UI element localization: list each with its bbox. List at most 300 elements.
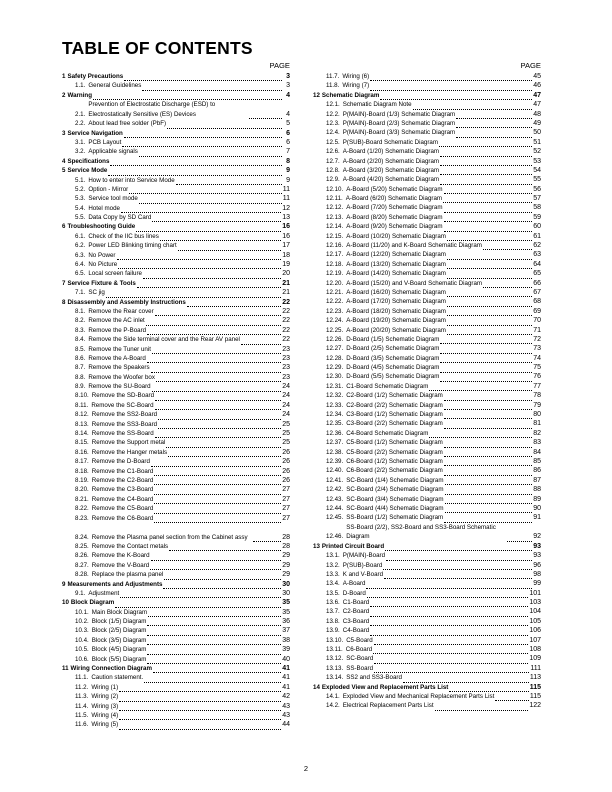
toc-subsection[interactable] xyxy=(313,354,541,363)
toc-entry-title: A-Board (15/20) and V-Board Schematic Diagram xyxy=(346,279,483,287)
toc-section[interactable] xyxy=(62,580,290,589)
dot-leader xyxy=(444,187,533,194)
toc-entry-title: Prevention of Electrostatic Discharge (ESD) to Electrostatically Sensitive (ES) Devices xyxy=(88,101,216,118)
toc-subsection[interactable] xyxy=(62,392,290,401)
toc-subsection[interactable] xyxy=(62,354,290,363)
toc-entry-number: 12.37. xyxy=(326,439,344,447)
dot-leader xyxy=(385,544,532,551)
toc-section[interactable] xyxy=(62,91,290,100)
toc-entry-title: A-Board (5/20) Schematic Diagram xyxy=(346,185,443,193)
toc-subsection[interactable] xyxy=(313,232,541,241)
toc-subsection[interactable] xyxy=(62,655,290,664)
toc-subsection[interactable] xyxy=(313,382,541,391)
toc-subsection[interactable] xyxy=(62,683,290,692)
dot-leader xyxy=(370,84,532,91)
dot-leader xyxy=(447,272,532,279)
toc-subsection[interactable] xyxy=(313,504,541,513)
toc-subsection[interactable] xyxy=(313,344,541,353)
toc-entry-number: 11 xyxy=(62,665,69,673)
toc-entry-number: 10.2. xyxy=(75,618,89,626)
toc-subsection[interactable] xyxy=(313,203,541,212)
toc-subsection[interactable] xyxy=(313,373,541,382)
dot-leader xyxy=(158,413,281,420)
toc-subsection[interactable] xyxy=(62,438,290,447)
toc-section[interactable] xyxy=(62,166,290,175)
toc-entry-title: SC-Board (4/4) Schematic Diagram xyxy=(346,504,444,512)
toc-entry-title: C1-Board xyxy=(342,599,370,607)
toc-subsection[interactable] xyxy=(62,448,290,457)
toc-entry-page: 29 xyxy=(282,571,290,579)
toc-entry-page: 25 xyxy=(282,439,290,447)
toc-subsection[interactable] xyxy=(313,297,541,306)
toc-entry-page: 92 xyxy=(533,533,541,541)
toc-subsection[interactable] xyxy=(62,711,290,720)
toc-entry-page: 50 xyxy=(533,129,541,137)
toc-entry-page: 25 xyxy=(282,430,290,438)
toc-entry-page: 108 xyxy=(529,646,541,654)
toc-subsection[interactable] xyxy=(313,457,541,466)
dot-leader xyxy=(444,422,532,429)
toc-section[interactable] xyxy=(313,542,541,551)
toc-entry-title: Remove the K-Board xyxy=(91,552,150,560)
toc-subsection[interactable] xyxy=(313,570,541,579)
toc-subsection[interactable] xyxy=(313,523,541,542)
toc-entry-number: 8.25. xyxy=(75,542,89,550)
toc-subsection[interactable] xyxy=(313,485,541,494)
toc-subsection[interactable] xyxy=(62,410,290,419)
dot-leader xyxy=(380,93,532,100)
toc-section[interactable] xyxy=(62,664,290,673)
toc-subsection[interactable] xyxy=(313,128,541,137)
toc-subsection[interactable] xyxy=(313,147,541,156)
toc-subsection[interactable] xyxy=(62,420,290,429)
toc-subsection[interactable] xyxy=(62,702,290,711)
toc-entry-number: 12.29. xyxy=(326,364,344,372)
toc-subsection[interactable] xyxy=(62,626,290,635)
toc-subsection[interactable] xyxy=(313,476,541,485)
toc-subsection[interactable] xyxy=(62,617,290,626)
toc-entry-title: Remove the SC-Board xyxy=(91,401,154,409)
toc-entry-page: 35 xyxy=(282,608,290,616)
toc-section[interactable] xyxy=(313,683,541,692)
dot-leader xyxy=(150,563,281,570)
toc-section[interactable] xyxy=(62,72,290,81)
toc-subsection[interactable] xyxy=(62,636,290,645)
dot-leader xyxy=(440,150,532,157)
toc-entry-page: 62 xyxy=(533,242,541,250)
toc-entry-number: 8.19. xyxy=(75,477,89,484)
toc-entry-page: 47 xyxy=(533,101,541,109)
dot-leader xyxy=(374,638,529,645)
toc-entry-number: 13.9. xyxy=(326,627,340,635)
toc-entry-title: Exploded View and Replacement Parts List xyxy=(321,683,449,691)
toc-entry-title: Remove the C2-Board xyxy=(91,477,154,484)
dot-leader xyxy=(444,516,532,523)
toc-entry-title: D-Board (2/5) Schematic Diagram xyxy=(346,345,440,353)
toc-entry-title: Remove the SD-Board xyxy=(91,392,155,400)
toc-subsection[interactable] xyxy=(313,636,541,645)
toc-subsection[interactable] xyxy=(62,523,290,542)
toc-entry-page: 59 xyxy=(533,213,541,221)
toc-subsection[interactable] xyxy=(313,81,541,90)
toc-entry-number: 12.21. xyxy=(326,288,344,296)
toc-subsection[interactable] xyxy=(313,673,541,682)
dot-leader xyxy=(176,178,282,185)
dot-leader xyxy=(445,478,533,485)
toc-entry-number: 5.5. xyxy=(75,214,86,222)
toc-subsection[interactable] xyxy=(313,466,541,475)
toc-subsection[interactable] xyxy=(62,673,290,682)
dot-leader xyxy=(403,676,529,683)
toc-entry-page: 40 xyxy=(282,655,290,663)
dot-leader xyxy=(167,122,282,129)
toc-entry-number: 12.15. xyxy=(326,232,344,240)
toc-entry-title: Remove the C1-Board xyxy=(91,467,154,475)
toc-section[interactable] xyxy=(62,598,290,607)
toc-subsection[interactable] xyxy=(313,157,541,166)
toc-subsection[interactable] xyxy=(313,692,541,701)
toc-subsection[interactable] xyxy=(313,391,541,400)
toc-entry-page: 58 xyxy=(533,204,541,212)
toc-subsection[interactable] xyxy=(62,213,290,222)
toc-entry-number: 6.2. xyxy=(75,242,86,250)
toc-entry-number: 8.18. xyxy=(75,467,89,475)
toc-subsection[interactable] xyxy=(62,260,290,269)
toc-subsection[interactable] xyxy=(62,504,290,513)
toc-entry-number: 13.10. xyxy=(326,636,344,644)
toc-subsection[interactable] xyxy=(313,260,541,269)
toc-subsection[interactable] xyxy=(313,607,541,616)
dot-leader xyxy=(440,168,532,175)
dot-leader xyxy=(115,601,281,608)
toc-entry-title: A-Board (17/20) Schematic Diagram xyxy=(346,298,446,306)
toc-entry-title: P(MAIN)-Board (3/3) Schematic Diagram xyxy=(342,129,456,137)
toc-entry-number: 6.4. xyxy=(75,261,86,269)
toc-entry-page: 86 xyxy=(533,467,541,475)
toc-entry-number: 12.33. xyxy=(326,401,344,409)
toc-entry-page: 21 xyxy=(282,279,290,287)
toc-section[interactable] xyxy=(62,157,290,166)
toc-entry-number: 8.6. xyxy=(75,354,86,362)
toc-subsection[interactable] xyxy=(62,251,290,260)
toc-entry-number: 13.12. xyxy=(326,655,344,663)
dot-leader xyxy=(119,695,281,702)
toc-entry-title: Specifications xyxy=(67,157,110,165)
toc-subsection[interactable] xyxy=(62,326,290,335)
dot-leader xyxy=(444,215,533,222)
toc-entry-title: Block Diagram xyxy=(70,599,115,607)
toc-entry-title: Block (3/5) Diagram xyxy=(91,636,147,644)
toc-entry-number: 11.7. xyxy=(326,72,340,80)
toc-entry-page: 72 xyxy=(533,335,541,343)
toc-entry-page: 53 xyxy=(533,157,541,165)
toc-entry-number: 11.5. xyxy=(75,711,89,719)
toc-subsection[interactable] xyxy=(313,598,541,607)
toc-subsection[interactable] xyxy=(313,279,541,288)
toc-subsection[interactable] xyxy=(62,119,290,128)
toc-subsection[interactable] xyxy=(62,204,290,213)
toc-entry-number: 13.7. xyxy=(326,608,340,616)
toc-subsection[interactable] xyxy=(313,561,541,570)
toc-entry-page: 65 xyxy=(533,270,541,278)
toc-entry-title: Data Copy by SD Card xyxy=(88,214,152,222)
toc-subsection[interactable] xyxy=(62,176,290,185)
toc-subsection[interactable] xyxy=(62,720,290,729)
toc-entry-page: 60 xyxy=(533,223,541,231)
toc-entry-title: No Power xyxy=(88,251,116,259)
toc-entry-title: Remove the SU-Board xyxy=(88,383,151,391)
toc-entry-page: 28 xyxy=(282,533,290,541)
dot-leader xyxy=(152,215,281,222)
toc-subsection[interactable] xyxy=(313,213,541,222)
toc-entry-title: P(MAIN)-Board (1/3) Schematic Diagram xyxy=(342,110,456,118)
toc-entry-title: K and V-Board xyxy=(342,570,384,578)
toc-subsection[interactable] xyxy=(62,288,290,297)
toc-subsection[interactable] xyxy=(62,147,290,156)
toc-subsection[interactable] xyxy=(62,692,290,701)
toc-entry-title: D-Board (1/5) Schematic Diagram xyxy=(346,335,440,343)
dot-leader xyxy=(444,441,532,448)
toc-subsection[interactable] xyxy=(62,561,290,570)
toc-subsection[interactable] xyxy=(313,429,541,438)
toc-subsection[interactable] xyxy=(313,326,541,335)
toc-entry-page: 44 xyxy=(282,721,290,729)
toc-entry-page: 30 xyxy=(282,580,290,588)
toc-subsection[interactable] xyxy=(313,269,541,278)
toc-subsection[interactable] xyxy=(62,589,290,598)
toc-entry-number: 12.12. xyxy=(326,204,344,212)
toc-section[interactable] xyxy=(62,222,290,231)
toc-subsection[interactable] xyxy=(62,345,290,354)
dot-leader xyxy=(447,300,532,307)
toc-entry-title: C6-Board (1/2) Schematic Diagram xyxy=(346,458,443,465)
toc-entry-number: 9 xyxy=(62,580,66,588)
toc-entry-page: 48 xyxy=(533,110,541,118)
toc-entry-title: A-Board (2/20) Schematic Diagram xyxy=(342,157,440,165)
dot-leader xyxy=(447,290,532,297)
toc-subsection[interactable] xyxy=(62,476,290,485)
toc-entry-number: 14 xyxy=(313,683,320,691)
toc-entry-number: 10 xyxy=(62,599,69,607)
toc-subsection[interactable] xyxy=(313,72,541,81)
toc-subsection[interactable] xyxy=(62,269,290,278)
toc-entry-title: Block (2/5) Diagram xyxy=(91,627,147,635)
toc-entry-title: No Picture xyxy=(88,261,118,269)
dot-leader xyxy=(106,291,281,298)
toc-entry-page: 3 xyxy=(286,82,290,90)
toc-subsection[interactable] xyxy=(313,589,541,598)
toc-subsection[interactable] xyxy=(313,363,541,372)
toc-subsection[interactable] xyxy=(313,701,541,710)
toc-entry-number: 11.2. xyxy=(75,683,89,691)
dot-leader xyxy=(154,507,281,514)
toc-entry-number: 12.22. xyxy=(326,298,344,306)
toc-entry-title: A-Board (1/20) Schematic Diagram xyxy=(342,148,440,156)
dot-leader xyxy=(147,356,281,363)
toc-entry-number: 8.3. xyxy=(75,326,86,334)
toc-subsection[interactable] xyxy=(313,194,541,203)
toc-entry-title: A-Board (6/20) Schematic Diagram xyxy=(345,195,443,203)
dot-leader xyxy=(93,93,282,100)
toc-subsection[interactable] xyxy=(62,382,290,391)
toc-subsection[interactable] xyxy=(62,401,290,410)
toc-entry-title: A-Board (9/20) Schematic Diagram xyxy=(346,223,443,231)
toc-entry-number: 12.25. xyxy=(326,326,344,334)
toc-subsection[interactable] xyxy=(313,166,541,175)
toc-entry-page: 87 xyxy=(533,476,541,484)
toc-subsection[interactable] xyxy=(62,185,290,194)
dot-leader xyxy=(440,366,532,373)
toc-subsection[interactable] xyxy=(62,457,290,466)
toc-subsection[interactable] xyxy=(62,551,290,560)
toc-entry-page: 19 xyxy=(282,261,290,269)
toc-subsection[interactable] xyxy=(313,288,541,297)
dot-leader xyxy=(155,309,282,316)
toc-subsection[interactable] xyxy=(313,401,541,410)
toc-entry-number: 12.19. xyxy=(326,270,344,278)
toc-subsection[interactable] xyxy=(313,654,541,663)
toc-subsection[interactable] xyxy=(313,664,541,673)
toc-subsection[interactable] xyxy=(313,316,541,325)
toc-entry-title: Remove the Contact metals xyxy=(91,542,169,550)
toc-subsection[interactable] xyxy=(62,514,290,523)
toc-subsection[interactable] xyxy=(313,626,541,635)
toc-entry-number: 8 xyxy=(62,298,66,306)
toc-entry-page: 70 xyxy=(533,317,541,325)
toc-entry-title: Hotel mode xyxy=(88,204,120,212)
toc-subsection[interactable] xyxy=(62,485,290,494)
toc-section[interactable] xyxy=(62,298,290,307)
toc-entry-title: A-Board (3/20) Schematic Diagram xyxy=(342,166,440,174)
toc-subsection[interactable] xyxy=(62,316,290,325)
toc-subsection[interactable] xyxy=(313,222,541,231)
toc-subsection[interactable] xyxy=(313,645,541,654)
toc-subsection[interactable] xyxy=(313,241,541,250)
toc-subsection[interactable] xyxy=(62,429,290,438)
toc-entry-number: 10.3. xyxy=(75,627,89,635)
toc-subsection[interactable] xyxy=(313,495,541,504)
toc-entry-page: 24 xyxy=(282,392,290,400)
toc-entry-page: 27 xyxy=(282,486,290,494)
toc-subsection[interactable] xyxy=(62,100,290,119)
toc-subsection[interactable] xyxy=(313,175,541,184)
toc-entry-page: 61 xyxy=(533,232,541,240)
toc-section[interactable] xyxy=(313,91,541,100)
toc-entry-page: 26 xyxy=(282,448,290,456)
toc-entry-number: 12.17. xyxy=(326,251,344,259)
toc-subsection[interactable] xyxy=(62,467,290,476)
toc-entry-title: D-Board xyxy=(342,589,366,597)
toc-subsection[interactable] xyxy=(62,81,290,90)
toc-subsection[interactable] xyxy=(313,617,541,626)
toc-subsection[interactable] xyxy=(62,241,290,250)
toc-subsection[interactable] xyxy=(313,307,541,316)
toc-list-left xyxy=(62,72,290,730)
toc-entry-number: 7 xyxy=(62,279,66,287)
toc-entry-title: Remove the Hanger metals xyxy=(91,448,168,456)
dot-leader xyxy=(139,150,282,157)
toc-subsection[interactable] xyxy=(313,335,541,344)
toc-entry-number: 12.26. xyxy=(326,335,344,343)
toc-subsection[interactable] xyxy=(62,363,290,372)
toc-subsection[interactable] xyxy=(313,513,541,522)
toc-subsection[interactable] xyxy=(313,185,541,194)
toc-entry-page: 29 xyxy=(282,561,290,569)
toc-subsection[interactable] xyxy=(313,438,541,447)
toc-subsection[interactable] xyxy=(313,250,541,259)
dot-leader xyxy=(151,366,282,373)
toc-entry-number: 11.6. xyxy=(75,721,89,729)
dot-leader xyxy=(440,337,532,344)
toc-entry-number: 12.7. xyxy=(326,157,340,165)
dot-leader xyxy=(153,666,281,673)
toc-entry-title: Wiring (7) xyxy=(342,82,370,90)
toc-subsection[interactable] xyxy=(62,495,290,504)
toc-subsection[interactable] xyxy=(313,100,541,109)
toc-entry-page: 22 xyxy=(282,326,290,334)
toc-subsection[interactable] xyxy=(62,138,290,147)
toc-subsection[interactable] xyxy=(313,119,541,128)
toc-entry-number: 8.13. xyxy=(75,420,89,428)
toc-entry-page: 84 xyxy=(533,448,541,456)
toc-subsection[interactable] xyxy=(313,579,541,588)
toc-entry-page: 89 xyxy=(533,495,541,503)
dot-leader xyxy=(160,234,281,241)
dot-leader xyxy=(456,112,532,119)
toc-subsection[interactable] xyxy=(62,335,290,344)
toc-entry-page: 76 xyxy=(533,373,541,381)
dot-leader xyxy=(440,356,532,363)
toc-entry-title: C1-Board Schematic Diagram xyxy=(346,382,429,390)
toc-entry-title: D-Board (3/5) Schematic Diagram xyxy=(346,354,440,362)
dot-leader xyxy=(456,121,532,128)
toc-subsection[interactable] xyxy=(313,419,541,428)
toc-subsection[interactable] xyxy=(62,542,290,551)
toc-entry-page: 43 xyxy=(282,702,290,710)
toc-subsection[interactable] xyxy=(62,373,290,382)
toc-section[interactable] xyxy=(62,279,290,288)
toc-subsection[interactable] xyxy=(313,138,541,147)
toc-subsection[interactable] xyxy=(313,110,541,119)
toc-entry-number: 12.3. xyxy=(326,119,340,127)
toc-entry-number: 13.1. xyxy=(326,552,340,560)
dot-leader xyxy=(142,84,282,91)
toc-subsection[interactable] xyxy=(313,410,541,419)
toc-subsection[interactable] xyxy=(62,232,290,241)
toc-subsection[interactable] xyxy=(62,645,290,654)
toc-subsection[interactable] xyxy=(62,194,290,203)
toc-entry-page: 39 xyxy=(282,646,290,654)
toc-entry-title: About lead free solder (PbF) xyxy=(88,120,167,128)
toc-entry-title: Remove the V-Board xyxy=(91,561,150,569)
toc-entry-page: 36 xyxy=(282,618,290,626)
toc-entry-number: 8.12. xyxy=(75,411,89,419)
toc-subsection[interactable] xyxy=(62,307,290,316)
dot-leader xyxy=(136,225,281,232)
toc-subsection[interactable] xyxy=(313,448,541,457)
toc-subsection[interactable] xyxy=(62,608,290,617)
dot-leader xyxy=(444,394,532,401)
toc-entry-title: How to enter into Service Mode xyxy=(88,176,175,184)
toc-entry-title: P(SUB)-Board Schematic Diagram xyxy=(342,138,439,146)
toc-subsection[interactable] xyxy=(62,570,290,579)
toc-subsection[interactable] xyxy=(313,551,541,560)
toc-entry-title: Service tool mode xyxy=(88,195,138,203)
toc-entry-title: Remove the P-Board xyxy=(88,326,147,334)
toc-entry-title: Remove the C4-Board xyxy=(91,495,154,503)
toc-section[interactable] xyxy=(62,129,290,138)
dot-leader xyxy=(146,319,281,326)
